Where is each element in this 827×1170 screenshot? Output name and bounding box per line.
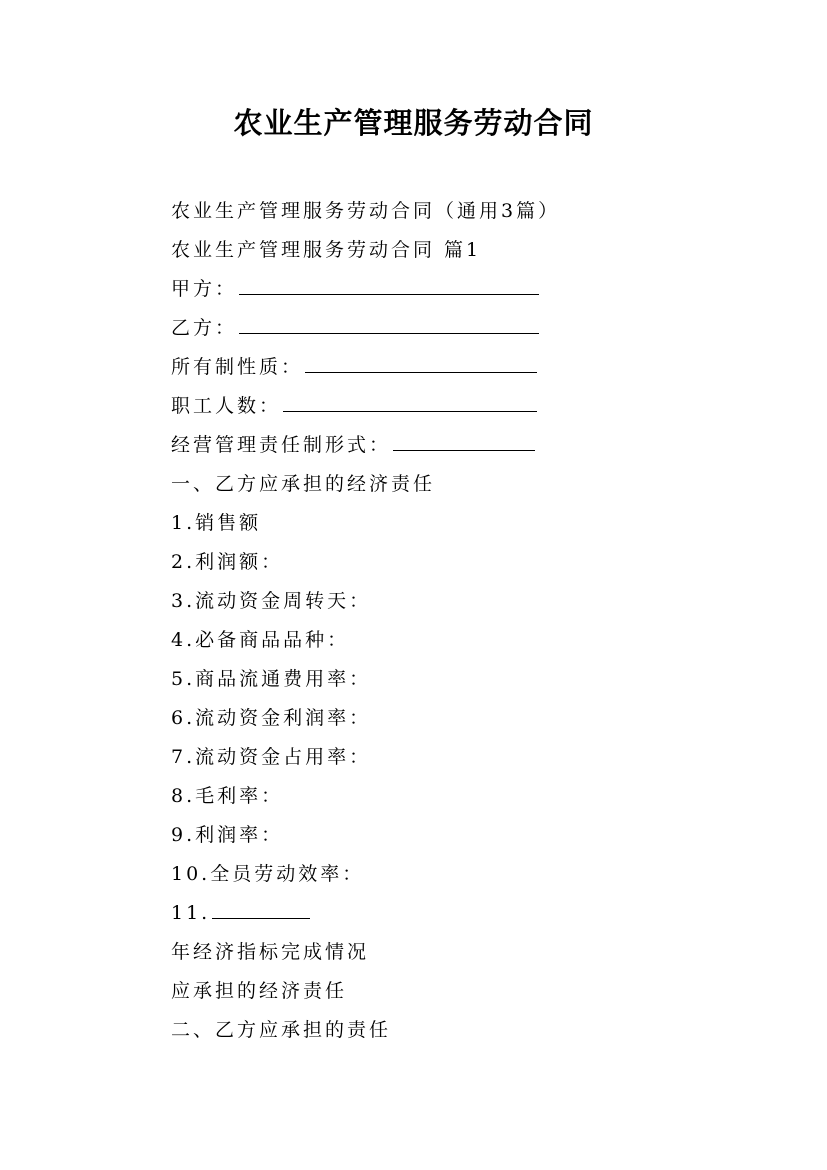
list-item: 2.利润额： [171,551,284,573]
annual-indicators-line: 年经济指标完成情况 [171,941,370,963]
list-item: 9.利润率： [171,824,284,846]
field-party-b [171,309,731,348]
list-item-label: 11. [171,902,211,924]
field-label: 甲方： [171,278,238,300]
field-ownership [171,348,731,387]
list-item: 6.流动资金利润率： [171,707,372,729]
field-label: 乙方： [171,317,238,339]
document-body [171,192,731,1050]
field-label: 所有制性质： [171,356,304,378]
field-management-form [171,426,731,465]
part2-heading: 二、乙方应承担的责任 [171,1019,392,1041]
fill-blank [212,894,310,919]
list-item: 5.商品流通费用率： [171,668,372,690]
part1-heading: 一、乙方应承担的经济责任 [171,473,436,495]
field-label: 职工人数： [171,395,282,417]
fill-blank [393,426,535,451]
fill-blank [239,309,539,334]
economic-duty-line: 应承担的经济责任 [171,980,348,1002]
list-item: 8.毛利率： [171,785,284,807]
section-heading: 农业生产管理服务劳动合同 篇1 [171,239,482,261]
list-item: 4.必备商品品种： [171,629,350,651]
document-subtitle: 农业生产管理服务劳动合同（通用3篇） [171,200,561,222]
document-title: 农业生产管理服务劳动合同 [233,106,594,140]
field-party-a [171,270,731,309]
list-item: 7.流动资金占用率： [171,746,372,768]
fill-blank [305,348,537,373]
fill-blank [283,387,537,412]
fill-blank [239,270,539,295]
field-label: 经营管理责任制形式： [171,434,392,456]
list-item-11 [171,894,731,933]
list-item: 3.流动资金周转天： [171,590,372,612]
list-item: 10.全员劳动效率： [171,863,365,885]
list-item: 1.销售额 [171,512,262,534]
field-staff-count [171,387,731,426]
